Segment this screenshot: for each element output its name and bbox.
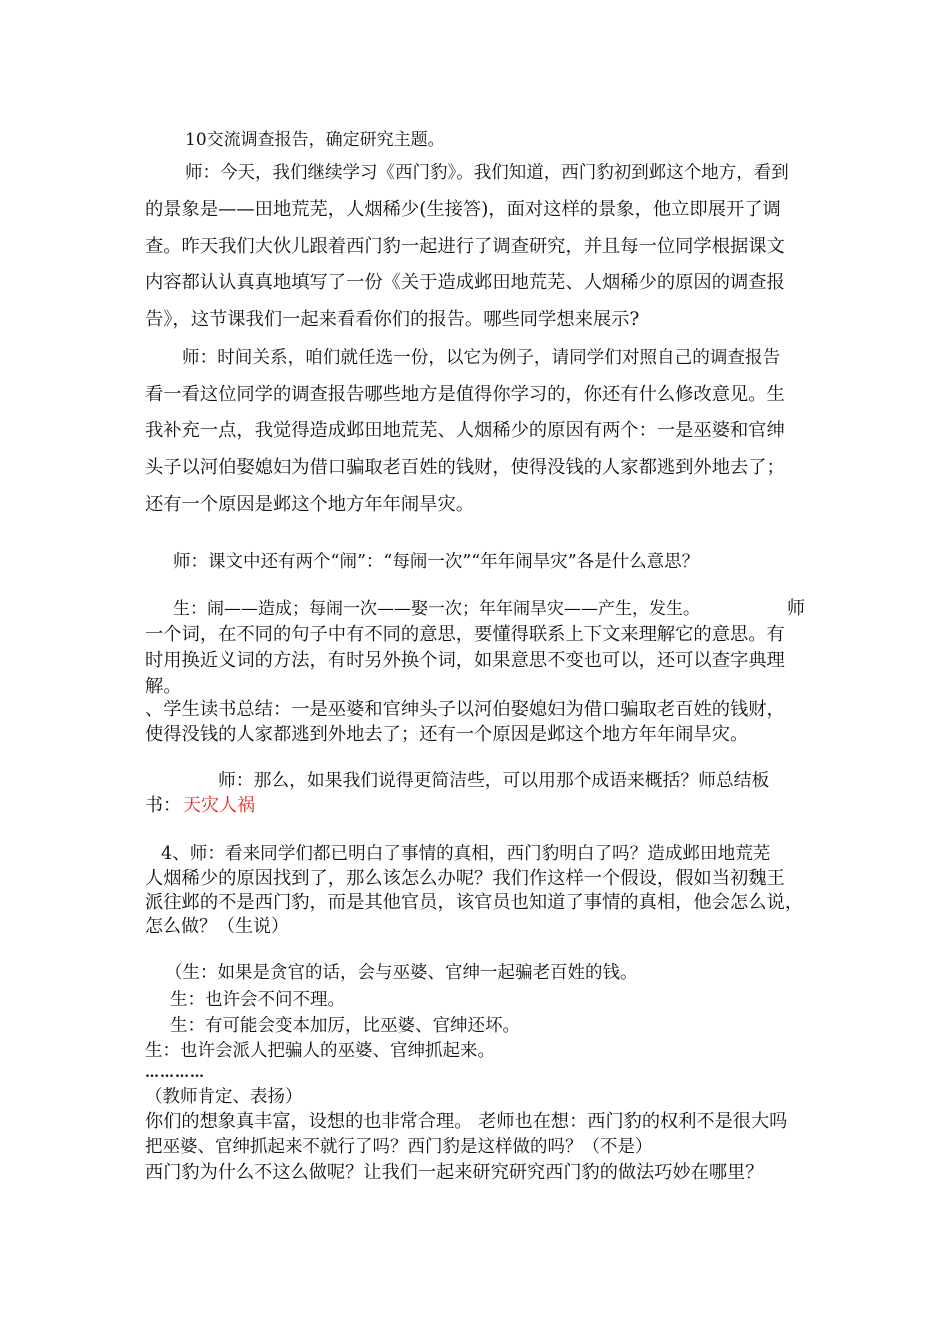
paragraph-line: 你们的想象真丰富，设想的也非常合理。 老师也在想：西门豹的权利不是很大吗 — [145, 1111, 788, 1132]
paragraph-line: 生：也许会派人把骗人的巫婆、官绅抓起来。 — [145, 1041, 495, 1061]
paragraph-line: 生：有可能会变本加厉，比巫婆、官绅还坏。 — [170, 1016, 520, 1036]
paragraph-line: 书： — [145, 795, 181, 816]
paragraph-line: 人烟稀少的原因找到了，那么该怎么办呢？我们作这样一个假设，假如当初魏王 — [145, 868, 785, 889]
paragraph-line: 查。昨天我们大伙儿跟着西门豹一起进行了调查研究，并且每一位同学根据课文 — [145, 236, 785, 257]
paragraph-line: 生：闹——造成；每闹一次——娶一次；年年闹旱灾——产生，发生。 — [173, 599, 700, 619]
paragraph-line: 告》，这节课我们一起来看看你们的报告。哪些同学想来展示? — [145, 309, 640, 330]
paragraph-line: 师：时间关系，咱们就任选一份，以它为例子，请同学们对照自己的调查报告 — [182, 348, 781, 368]
paragraph-line: 的景象是——田地荒芜，人烟稀少(生接答)，面对这样的景象，他立即展开了调 — [145, 199, 781, 220]
paragraph-line: 内容都认认真真地填写了一份《关于造成邺田地荒芜、人烟稀少的原因的调查报 — [145, 272, 785, 293]
paragraph-line: 怎么做？（生说） — [145, 916, 289, 937]
paragraph-line: 时用换近义词的方法，有时另外换个词，如果意思不变也可以，还可以查字典理 — [145, 650, 785, 671]
paragraph-line: 解。 — [145, 676, 182, 697]
paragraph-line: （教师肯定、表扬） — [145, 1087, 303, 1107]
paragraph-line: 看一看这位同学的调查报告哪些地方是值得你学习的，你还有什么修改意见。生 — [145, 384, 785, 405]
paragraph-line: 派往邺的不是西门豹，而是其他官员，该官员也知道了事情的真相，他会怎么说， — [145, 892, 804, 913]
paragraph-line: 10交流调查报告，确定研究主题。 — [185, 130, 445, 150]
paragraph-line: 一个词，在不同的句子中有不同的意思，要懂得联系上下文来理解它的意思。有 — [145, 624, 785, 645]
paragraph-line: 师：那么，如果我们说得更简洁些，可以用那个成语来概括？师总结板 — [218, 770, 770, 791]
paragraph-line: 头子以河伯娶媳妇为借口骗取老百姓的钱财，使得没钱的人家都逃到外地去了； — [145, 457, 785, 478]
paragraph-line: 师 — [787, 598, 805, 619]
highlighted-idiom: 天灾人祸 — [183, 795, 255, 816]
paragraph-line: （生：如果是贪官的话，会与巫婆、官绅一起骗老百姓的钱。 — [165, 963, 638, 983]
paragraph-line: 西门豹为什么不这么做呢？让我们一起来研究研究西门豹的做法巧妙在哪里？ — [145, 1162, 764, 1183]
paragraph-line: 师：今天，我们继续学习《西门豹》。我们知道，西门豹初到邺这个地方，看到 — [185, 163, 789, 183]
ellipsis-line: ………… — [145, 1065, 205, 1081]
paragraph-line: 我补充一点，我觉得造成邺田地荒芜、人烟稀少的原因有两个：一是巫婆和官绅 — [145, 420, 785, 441]
paragraph-line: 师：课文中还有两个“闹”：“每闹一次”“年年闹旱灾”各是什么意思？ — [173, 552, 700, 572]
paragraph-line: 生：也许会不问不理。 — [170, 990, 345, 1010]
paragraph-line: 4、师：看来同学们都已明白了事情的真相，西门豹明白了吗？造成邺田地荒芜 — [161, 844, 771, 864]
paragraph-line: 把巫婆、官绅抓起来不就行了吗？西门豹是这样做的吗？（不是） — [145, 1137, 653, 1157]
paragraph-line: 使得没钱的人家都逃到外地去了；还有一个原因是邺这个地方年年闹旱灾。 — [145, 724, 749, 745]
paragraph-line: 、学生读书总结：一是巫婆和官绅头子以河伯娶媳妇为借口骗取老百姓的钱财， — [145, 699, 785, 720]
paragraph-line: 还有一个原因是邺这个地方年年闹旱灾。 — [145, 494, 475, 515]
